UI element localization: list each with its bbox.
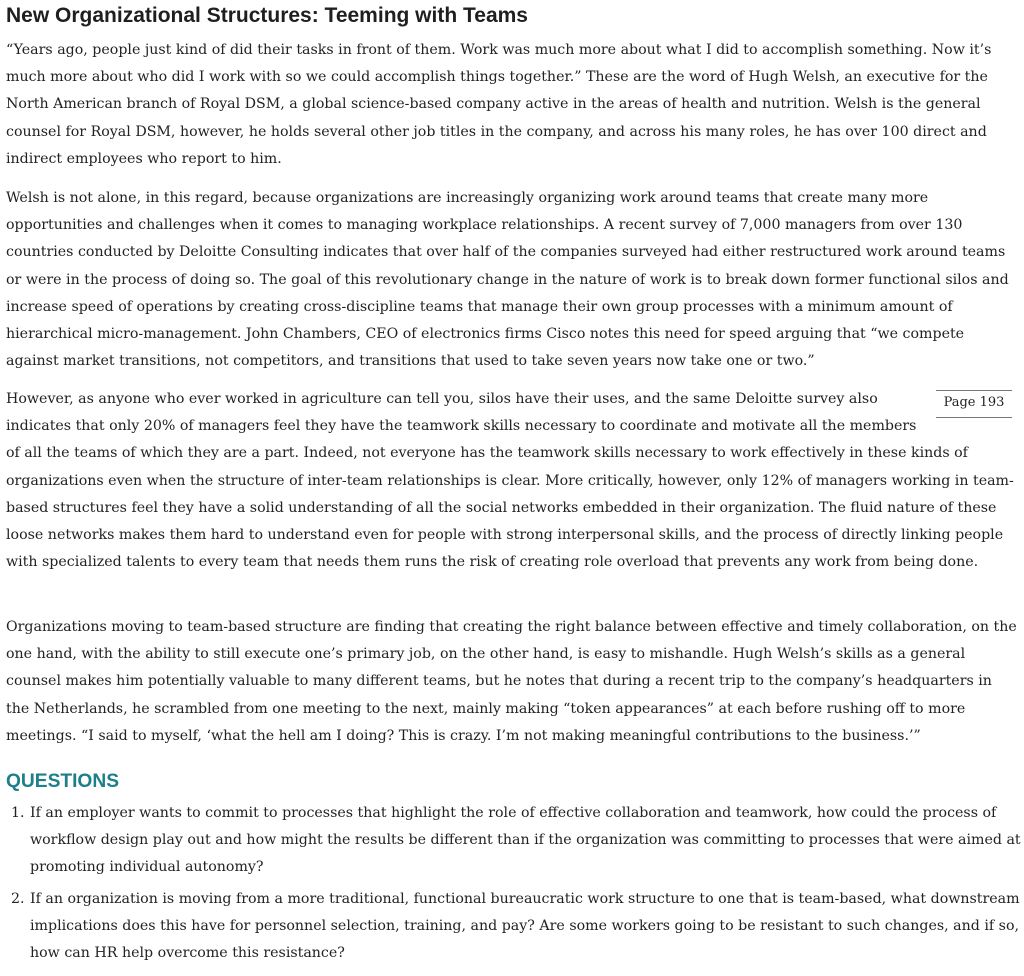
questions-heading: QUESTIONS	[6, 771, 120, 792]
paragraph-3	[6, 386, 1018, 576]
page-marker: Page 193	[936, 390, 1012, 418]
paragraph-4: Organizations moving to team-based structure are finding that creating the right balance between effective and timely collaboration, on the one hand, with the ability to still execute one’s primary job, on the other hand, is easy to mishandle. Hugh Welsh’s skills as a general counsel makes him potentially valuable to many different teams, but he notes that during a recent trip to the company’s headquarters in the Netherlands, he scrambled from one meeting to the next, mainly making “token appearances” at each before rushing off to more meetings. “I said to myself, ‘what the hell am I doing? This is crazy. I’m not making meaningful contributions to the business.’”	[6, 619, 1017, 744]
questions-list	[6, 800, 1024, 971]
question-2: 2. If an organization is moving from a more traditional, functional bureaucratic work structure to one that is team-based, what downstream implications does this have for personnel selection, training, and pay? Are some workers going to be resistant to such changes, and if so, how can HR help overcome this resistance?	[29, 886, 1024, 968]
paragraph-3-text: However, as anyone who ever worked in agriculture can tell you, silos have their uses, and the same Deloitte survey also indicates that only 20% of managers feel they have the teamwork skills necessary to coordinate and motivate all the members of all the teams of which they are a part. Indeed, not everyone has the teamwork skills necessary to work effectively in these kinds of organizations even when the structure of inter-team relationships is clear. More critically, however, only 12% of managers working in team-based structures feel they have a solid understanding of all the social networks embedded in their organization. The fluid nature of these loose networks makes them hard to understand even for people with strong interpersonal skills, and the process of directly linking people with specialized talents to every team that needs them runs the risk of creating role overload that prevents any work from being done.	[6, 391, 1014, 571]
paragraph-1: “Years ago, people just kind of did their tasks in front of them. Work was much more about what I did to accomplish something. Now it’s much more about who did I work with so we could accomplish things together.” These are the word of Hugh Welsh, an executive for the North American branch of Royal DSM, a global science-based company active in the areas of health and nutrition. Welsh is the general counsel for Royal DSM, however, he holds several other job titles in the company, and across his many roles, he has over 100 direct and indirect employees who report to him.	[6, 42, 992, 167]
paragraph-2: Welsh is not alone, in this regard, because organizations are increasingly organizing work around teams that create many more opportunities and challenges when it comes to managing workplace relationships. A recent survey of 7,000 managers from over 130 countries conducted by Deloitte Consulting indicates that over half of the companies surveyed had either restructured work around teams or were in the process of doing so. The goal of this revolutionary change in the nature of work is to break down former functional silos and increase speed of operations by creating cross-discipline teams that manage their own group processes with a minimum amount of hierarchical micro-management. John Chambers, CEO of electronics firms Cisco notes this need for speed arguing that “we compete against market transitions, not competitors, and transitions that used to take seven years now take one or two.”	[6, 190, 1009, 370]
page-title: New Organizational Structures: Teeming with Teams	[6, 4, 528, 27]
question-1: 1. If an employer wants to commit to processes that highlight the role of effective collaboration and teamwork, how could the process of workflow design play out and how might the results be different than if the organization was committing to processes that were aimed at promoting individual autonomy?	[29, 800, 1024, 882]
